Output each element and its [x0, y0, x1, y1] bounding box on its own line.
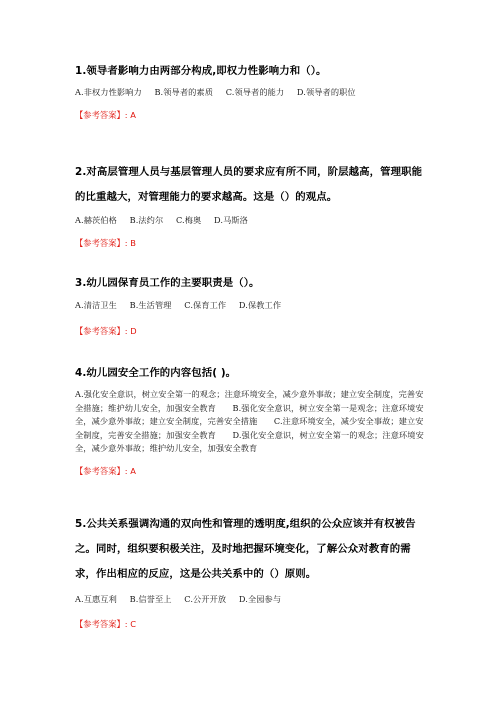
question-stem: 1.领导者影响力由两部分构成,即权力性影响力和（）。	[75, 65, 327, 77]
option-d: D.保教工作	[238, 300, 282, 310]
question-stem: 5.公共关系强调沟通的双向性和管理的透明度,组织的公众应该并有权被告之。同时，组织要积极关注，及时地把握环境变化，了解公众对教育的需求，作出相应的反应，这是公共关系中的（）原则。	[75, 518, 416, 580]
option-a: A.赫茨伯格	[75, 215, 117, 225]
option-a: A.清洁卫生	[75, 300, 117, 310]
answer-key: 【参考答案】: B	[75, 237, 136, 248]
answer-key: 【参考答案】: C	[75, 618, 137, 629]
answer-key: 【参考答案】: A	[75, 465, 136, 476]
option-b: B.生活管理	[129, 300, 172, 310]
option-d: D.领导者的职位	[296, 87, 356, 97]
answer-key: 【参考答案】: D	[75, 325, 137, 336]
question-2	[75, 160, 425, 249]
option-list	[75, 593, 425, 607]
option-d: D.全园参与	[238, 594, 282, 604]
option-a: A.互惠互利	[75, 594, 117, 604]
question-5	[75, 512, 425, 630]
option-b: B.法约尔	[129, 215, 164, 225]
question-3	[75, 273, 425, 337]
question-stem: 4.幼儿园安全工作的内容包括( )。	[75, 367, 237, 379]
option-list	[75, 299, 425, 313]
option-text: A.强化安全意识，树立安全第一的观念；注意环境安全，减少意外事故；建立安全制度，完善安全措施；维护幼儿安全，加强安全教育 B.强化安全意识，树立安全第一是观念；注意环境安全，减少意外事故；建立安全制度，完善安全措施 C.注意环境安全，减少安全事故；建立安全制度，完善安全措施；加强安全教育 D.强化安全意识，树立安全第一的观念；注意环境安全，减少意外事故；维护幼儿安全，加强安全教育	[75, 389, 424, 454]
option-c: C.梅奥	[175, 215, 202, 225]
option-c: C.公开开放	[184, 594, 227, 604]
option-a: A.非权力性影响力	[75, 87, 142, 97]
question-1	[75, 61, 425, 121]
option-b: B.领导者的素质	[154, 87, 213, 97]
answer-key: 【参考答案】: A	[75, 109, 136, 120]
question-4	[75, 363, 425, 477]
question-stem: 2.对高层管理人员与基层管理人员的要求应有所不同，阶层越高，管理职能的比重越大，对管理能力的要求越高。这是（）的观点。	[75, 166, 423, 203]
option-list	[75, 86, 425, 100]
option-c: C.保育工作	[184, 300, 227, 310]
question-stem: 3.幼儿园保育员工作的主要职责是（）。	[75, 277, 260, 289]
option-d: D.马斯洛	[214, 215, 248, 225]
option-c: C.领导者的能力	[225, 87, 285, 97]
option-b: B.信誉至上	[129, 594, 172, 604]
option-list	[75, 214, 425, 228]
